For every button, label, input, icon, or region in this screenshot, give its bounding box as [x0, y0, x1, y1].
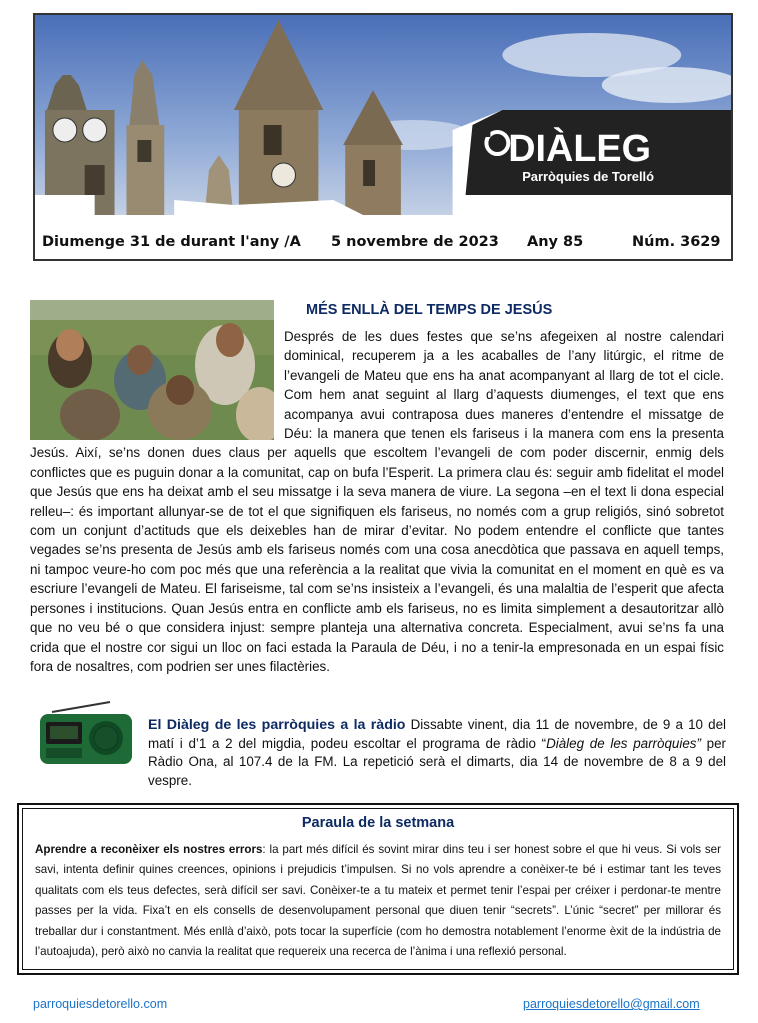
issue-year: Any 85	[527, 234, 584, 250]
footer-website-link[interactable]: parroquiesdetorello.com	[33, 997, 168, 1011]
radio-program: Diàleg de les parròquies”	[546, 735, 701, 751]
masthead	[33, 13, 733, 261]
word-of-week-box	[17, 803, 739, 975]
issue-sunday: Diumenge 31 de durant l'any /A	[42, 234, 301, 250]
issue-number: Núm. 3629	[632, 234, 721, 250]
issue-date: 5 novembre de 2023	[331, 234, 499, 250]
article-body	[30, 327, 724, 676]
article-text: Després de les dues festes que se’ns afegeixen al nostre calendari dominical, recuperem ja a les acaballes de l’any litúrgic, el ritme de l’evangeli de Mateu que ens ha anat acompanyant al llarg de tot el cicle. Com hem anat seguint al llarg d’aquests diumenges, el text que ens acompanya avui contraposa dues maneres d’entendre el missatge de Déu: la manera que tenen els fariseus i la manera com ens la presenta Jesús. Així, se’ns donen dues claus per aquells que escoltem l’evangeli de com poder discernir, enmig dels conflictes que es puguin donar a la comunitat, cap on bufa l’Esperit. La primera clau és: seguir amb fidelitat el model que Jesús que ens ha deixat amb el seu missatge i la seva manera de viure. La segona –en el text li dona especial relleu–: és important allunyar-se de tot el que signifiquen els fariseus, no només com a grup religiós, sinó sobretot com un conjunt d’actituds que els deixebles han de mirar d’evitar. No podem entendre el conflicte que tantes vegades se’ns presenta de Jesús amb els fariseus només com una cosa anecdòtica que passava en aquell temps, ni tampoc veure-ho com poc més que una referència a la realitat que vivia la comunitat en el moment en què es va escriure l’evangeli de Mateu. El fariseisme, tal com se’ns insisteix a l’evangeli, és una malaltia de l’esperit que afecta persones i institucions. Quan Jesús entra en conflicte amb els fariseus, no es limita simplement a desautoritzar allò que no veu bé o que considera injust: sempre planteja una alternativa concreta. Especialment, avui se’ns fa una crida que el nostre cor sigui un lloc on faci estada la Paraula de Déu, i no a tenir-la empresonada en un espai físic fora de nosaltres, com podrien ser unes filactèries.	[30, 329, 724, 674]
logo-subtitle: Parròquies de Torelló	[522, 168, 655, 185]
footer-email-link[interactable]: parroquiesdetorello@gmail.com	[523, 997, 700, 1011]
logo-title: DIÀLEG	[508, 127, 651, 171]
radio-text-after: per Ràdio Ona, al 107.4 de la FM. La repetició serà el dimarts, dia 14 de novembre de 8 a 9 del vespre.	[148, 735, 727, 788]
word-of-week-body: : la part més difícil és sovint mirar dins teu i ser honest sobre el que hi veus. Si vols ser savi, intenta definir quines creences, opinions i prejudicis t’impulsen. Si no vols aprendre a conèixer-te bé i estimar tant les teves qualitats com els teus defectes, serà difícil ser savi. Conèixer-te a tu mateix et permet tenir l’espai per créixer i perdonar-te mentre passes per la vida. Fixa’t en els consells de desenvolupament personal que diuen tenir “secrets”. L’únic “secret” per millorar és treballar dur i constantment. Més enllà d’això, pots tocar la superfície (com ho demostra notablement l’enorme èxit de la indústria de l’autoajuda), però això no canvia la realitat que requereix una recerca de l’ànima i una reflexió personal.	[35, 843, 721, 959]
article-title: MÉS ENLLÀ DEL TEMPS DE JESÚS	[306, 302, 553, 318]
radio-announcement	[148, 716, 726, 790]
word-of-week-lead: Aprendre a reconèixer els nostres errors	[35, 843, 263, 856]
masthead-banner	[35, 15, 731, 220]
issue-info-bar	[35, 223, 731, 261]
word-of-week-text	[35, 840, 721, 962]
radio-text-before: Dissabte vinent, dia 11 de novembre, de 9 a 10 del matí i d’1 a 2 del migdia, podeu escoltar el programa de ràdio “	[148, 717, 726, 751]
word-of-week-title: Paraula de la setmana	[301, 815, 455, 831]
radio-title: El Diàleg de les parròquies a la ràdio	[148, 717, 406, 733]
radio-image	[36, 700, 136, 768]
